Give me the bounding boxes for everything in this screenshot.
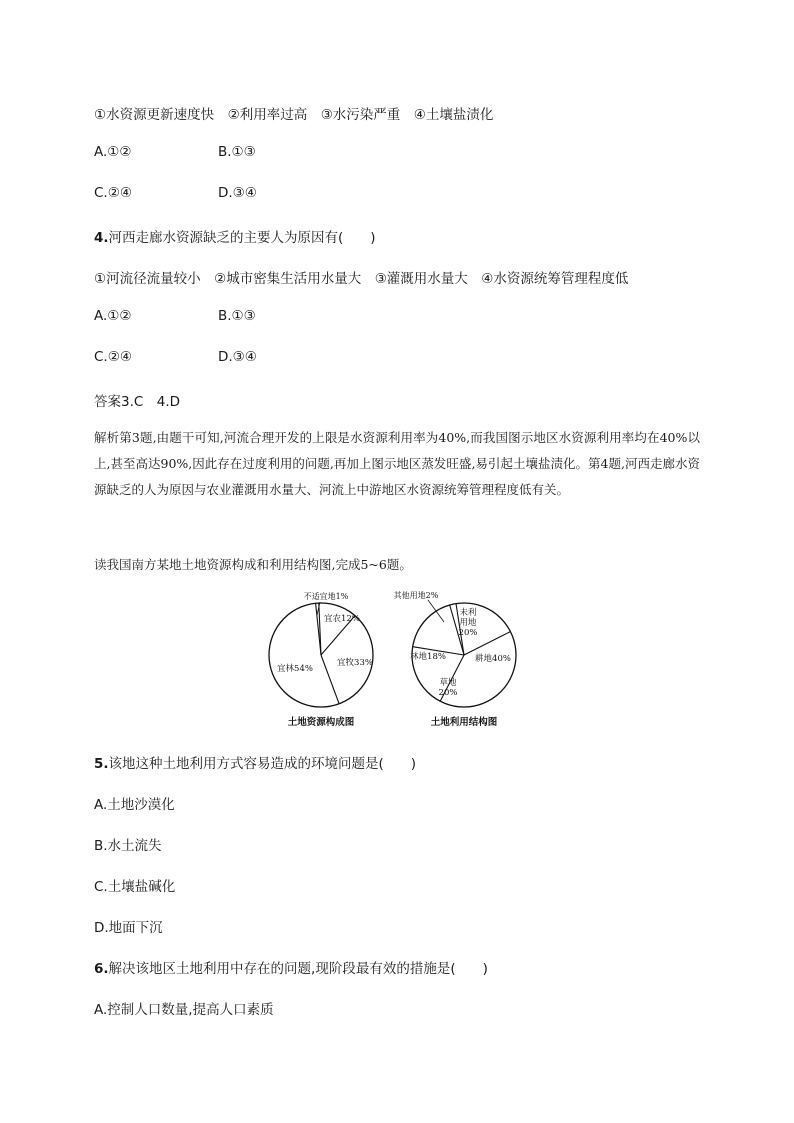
q4-stem: 河西走廊水资源缺乏的主要人为原因有( )	[108, 230, 376, 246]
pie-0-slice-3-label: 宜林54%	[277, 664, 313, 674]
q3-option-d: D.③④	[218, 185, 257, 201]
q3-option-a: A.①②	[94, 144, 132, 160]
q5-option-c: C.土壤盐碱化	[94, 879, 176, 895]
q3-option-c: C.②④	[94, 185, 132, 201]
pie-1-slice-0-label: 其他用地2%	[393, 591, 439, 600]
q3-option-b: B.①③	[218, 144, 256, 160]
q4-option-d: D.③④	[218, 349, 257, 365]
q6-option-a: A.控制人口数量,提高人口素质	[94, 1002, 274, 1018]
q4-question	[94, 226, 376, 246]
q5-option-b: B.水土流失	[94, 838, 162, 854]
land-resource-pie	[269, 591, 373, 728]
pie-1-slice-1-label: 未利用地 20%	[458, 608, 478, 638]
q5-question	[94, 752, 416, 772]
q4-option-a: A.①②	[94, 308, 132, 324]
pie-0-slice-1-label: 宜农12%	[324, 614, 360, 624]
pie-1-slice-4-label: 林地18%	[410, 652, 446, 662]
q4-option-c: C.②④	[94, 349, 132, 365]
charts-intro: 读我国南方某地土地资源构成和利用结构图,完成5~6题。	[94, 557, 412, 572]
q5-stem: 该地这种土地利用方式容易造成的环境问题是( )	[108, 756, 417, 772]
q6-question	[94, 957, 488, 977]
q3-statements: ①水资源更新速度快 ②利用率过高 ③水污染严重 ④土壤盐渍化	[94, 107, 494, 123]
analysis-text: 第3题,由题干可知,河流合理开发的上限是水资源利用率为40%,而我国图示地区水资源利用率均在40%以上,甚至高达90%,因此存在过度利用的问题,再加上图示地区蒸发旺盛,易引起土壤盐渍化。第4题,河西走廊水资源缺乏的人为原因与农业灌溉用水量大、河流上中游地区水资源统筹管理程度低有关。	[94, 430, 700, 497]
q6-stem: 解决该地区土地利用中存在的问题,现阶段最有效的措施是( )	[108, 961, 488, 977]
answer	[94, 390, 180, 410]
q6-number: 6.	[94, 961, 109, 977]
answer-label: 答案	[94, 394, 121, 410]
q5-option-d: D.地面下沉	[94, 920, 163, 936]
pie-0-slice-0-label: 不适宜地1%	[303, 592, 349, 601]
pie-charts	[268, 585, 538, 735]
answer-text: 3.C 4.D	[121, 394, 181, 410]
pie-1-title: 土地利用结构图	[430, 717, 498, 728]
q5-number: 5.	[94, 756, 109, 772]
q4-number: 4.	[94, 230, 109, 246]
q4-option-b: B.①③	[218, 308, 256, 324]
pie-0-slice-2-label: 宜牧33%	[337, 658, 373, 668]
q5-option-a: A.土地沙漠化	[94, 797, 175, 813]
pie-0-title: 土地资源构成图	[287, 717, 355, 728]
land-use-pie	[394, 590, 516, 728]
pie-1-slice-3-label: 草地 20%	[438, 678, 458, 698]
analysis	[94, 425, 700, 503]
analysis-label: 解析	[94, 430, 120, 445]
q4-statements: ①河流径流量较小 ②城市密集生活用水量大 ③灌溉用水量大 ④水资源统筹管理程度低	[94, 271, 629, 287]
pie-1-slice-2-label: 耕地40%	[475, 654, 511, 664]
